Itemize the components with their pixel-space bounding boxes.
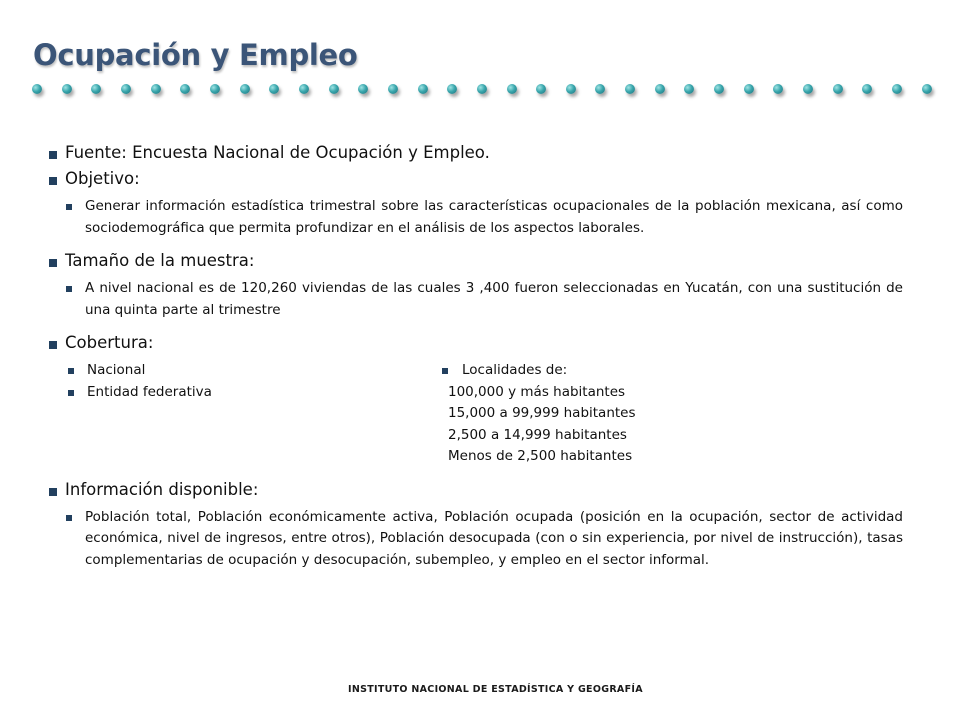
divider-dot	[536, 84, 546, 94]
objetivo-text: Generar información estadística trimestral sobre las características ocupacionales de la población mexicana, así como sociodemográfica que permita profundizar en el análisis de los aspectos laborales.	[49, 196, 903, 239]
divider-dot	[803, 84, 813, 94]
heading-objetivo: Objetivo:	[49, 166, 903, 192]
divider-dot	[922, 84, 932, 94]
divider-dot	[625, 84, 635, 94]
divider-dot	[32, 84, 42, 94]
localidad-range: 15,000 a 99,999 habitantes	[448, 405, 636, 421]
divider-dot	[447, 84, 457, 94]
divider-dot	[329, 84, 339, 94]
localidades-label: Localidades de:	[424, 360, 903, 382]
localidad-range: Menos de 2,500 habitantes	[448, 448, 633, 464]
divider-dot	[388, 84, 398, 94]
divider-dot	[714, 84, 724, 94]
divider-dot	[595, 84, 605, 94]
divider-dot	[892, 84, 902, 94]
divider-dot	[744, 84, 754, 94]
divider-dot	[210, 84, 220, 94]
localidad-range: 100,000 y más habitantes	[448, 383, 626, 400]
title-dot-divider	[32, 79, 932, 99]
divider-dot	[121, 84, 131, 94]
divider-dot	[833, 84, 843, 94]
divider-dot	[684, 84, 694, 94]
divider-dot	[655, 84, 665, 94]
bullet-fuente: Fuente: Encuesta Nacional de Ocupación y Empleo.	[49, 140, 903, 166]
divider-dot	[240, 84, 250, 94]
divider-dot	[773, 84, 783, 94]
cobertura-item-entidad: Entidad federativa	[49, 382, 424, 404]
cobertura-item-nacional: Nacional	[49, 360, 424, 382]
divider-dot	[269, 84, 279, 94]
informacion-text: Población total, Población económicamente activa, Población ocupada (posición en la ocupación, sector de actividad económica, nivel de ingresos, entre otros), Población desocupada (con o sin experiencia, por nivel de instrucción), tasas complementarias de ocupación y desocupación, subempleo, y empleo en el sector informal.	[49, 507, 903, 572]
footer-institution: INSTITUTO NACIONAL DE ESTADÍSTICA Y GEOGRAFÍA	[348, 684, 643, 695]
divider-dot	[418, 84, 428, 94]
divider-dot	[477, 84, 487, 94]
divider-dot	[507, 84, 517, 94]
tamano-muestra-text: A nivel nacional es de 120,260 viviendas de las cuales 3 ,400 fueron seleccionadas en Yucatán, con una sustitución de una quinta parte al trimestre	[49, 278, 903, 321]
localidad-range: 2,500 a 14,999 habitantes	[448, 426, 627, 443]
heading-tamano-muestra: Tamaño de la muestra:	[49, 248, 903, 274]
page-title: Ocupación y Empleo	[33, 38, 358, 72]
divider-dot	[62, 84, 72, 94]
divider-dot	[91, 84, 101, 94]
cobertura-columns	[49, 360, 903, 468]
divider-dot	[358, 84, 368, 94]
divider-dot	[566, 84, 576, 94]
slide-content	[49, 140, 903, 571]
cobertura-left-column	[49, 360, 424, 468]
divider-dot	[151, 84, 161, 94]
heading-cobertura: Cobertura:	[49, 330, 903, 356]
divider-dot	[862, 84, 872, 94]
divider-dot	[180, 84, 190, 94]
heading-informacion-disponible: Información disponible:	[49, 477, 903, 503]
divider-dot	[299, 84, 309, 94]
cobertura-right-column	[424, 360, 903, 468]
